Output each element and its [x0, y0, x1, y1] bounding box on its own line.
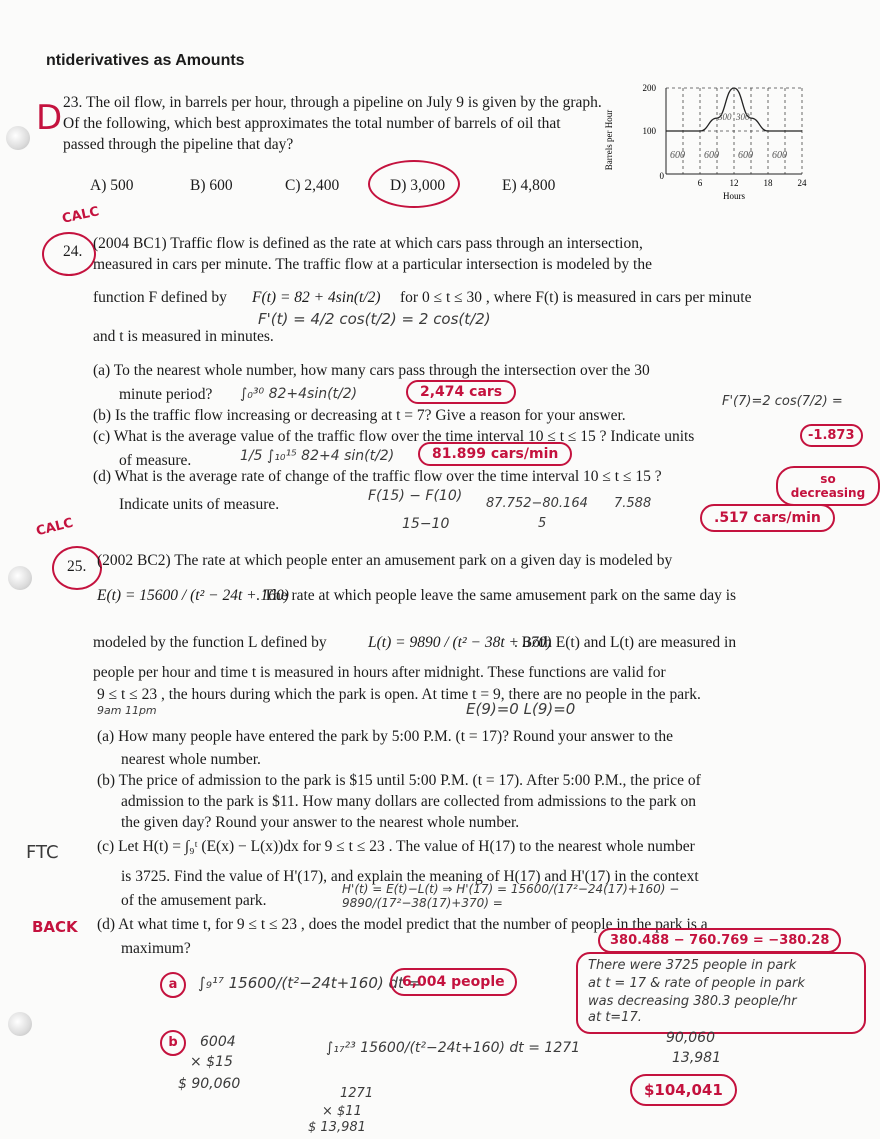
q24-func-pre: function F defined by [93, 289, 227, 306]
q24-part-b: (b) Is the traffic flow increasing or decreasing at t = 7? Give a reason for your answer. [93, 407, 626, 424]
graph-hand-note: 600 [670, 150, 685, 161]
q25-b-label: b [160, 1030, 186, 1056]
graph-ytick: 0 [659, 171, 664, 181]
q25-part-b-line2: admission to the park is $11. How many dollars are collected from admissions to the park on [121, 793, 696, 810]
page-title: ntiderivatives as Amounts [46, 52, 245, 69]
q25-c-explain-line: There were 3725 people in park [588, 958, 797, 973]
q24-d-work-diff: 87.752−80.164 [486, 496, 588, 511]
q25-hours-note: 9am 11pm [97, 704, 157, 717]
q25-b-mult-line: × $11 [322, 1104, 362, 1119]
q24-line2: measured in cars per minute. The traffic flow at a particular intersection is modeled by the [93, 256, 652, 273]
q25-line4: people per hour and time t is measured in hours after midnight. These functions are valid for [93, 664, 666, 681]
q25-number: 25. [67, 558, 87, 575]
q24-d-work-num: F(15) − F(10) [368, 488, 463, 504]
q25-b-integral: ∫₁₇²³ 15600/(t²−24t+160) dt = 1271 [326, 1040, 581, 1056]
q23-choice-b: B) 600 [190, 177, 233, 194]
q25-b-sum-line: 90,060 [666, 1030, 715, 1046]
q25-a-work: ∫₉¹⁷ 15600/(t²−24t+160) dt = [198, 974, 422, 992]
q24-part-a-line2: minute period? [119, 386, 213, 403]
q25-E-post: . The rate at which people leave the same amusement park on the same day is [256, 587, 737, 604]
binder-hole [8, 566, 32, 590]
q25-part-a-line1: (a) How many people have entered the park by 5:00 P.M. (t = 17)? Round your answer to the [97, 728, 674, 745]
q24-part-a-line1: (a) To the nearest whole number, how many cars pass through the intersection over the 30 [93, 362, 650, 379]
q25-a-answer: 6,004 people [390, 968, 517, 996]
q23-answer-circle [368, 160, 460, 208]
graph-ytick: 200 [642, 83, 656, 93]
graph-xtick: 24 [797, 178, 807, 188]
back-note: BACK [32, 918, 78, 936]
q24-d-answer: .517 cars/min [700, 504, 835, 532]
graph-hand-note: 600 [738, 150, 753, 161]
graph-ytick: 100 [642, 126, 656, 136]
q25-calc-mark: CALC [34, 515, 75, 540]
q25-line5: 9 ≤ t ≤ 23 , the hours during which the park is open. At time t = 9, there are no people in the park. [97, 686, 701, 703]
q25-part-c-line2: is 3725. Find the value of H'(17), and explain the meaning of H(17) and H'(17) in the context [121, 868, 699, 885]
q24-d-work-den: 15−10 [402, 516, 450, 532]
q25-part-b-line3: the given day? Round your answer to the nearest whole number. [121, 814, 520, 831]
graph-hand-note: 600 [704, 150, 719, 161]
q24-b-answer: -1.873 [800, 424, 863, 447]
q24-line1: (2004 BC1) Traffic flow is defined as the rate at which cars pass through an intersection, [93, 235, 643, 252]
q25-line1: (2002 BC2) The rate at which people enter an amusement park on a given day is modeled by [97, 552, 673, 569]
q25-part-c-line3: of the amusement park. [121, 892, 267, 909]
q25-b-answer: $104,041 [630, 1074, 737, 1106]
q25-part-d-line1: (d) At what time t, for 9 ≤ t ≤ 23 , does the model predict that the number of people in the park is a [97, 916, 708, 933]
q25-part-c-line1: (c) Let H(t) = ∫₉ᵗ (E(x) − L(x))dx for 9 ≤ t ≤ 23 . The value of H(17) to the nearest whole number [97, 838, 695, 855]
q24-func-formula: F(t) = 82 + 4sin(t/2) [252, 289, 381, 306]
q25-part-a-line2: nearest whole number. [121, 751, 261, 768]
q25-c-explanation-box [576, 952, 866, 1034]
q23-choice-d: D) 3,000 [390, 177, 446, 194]
q24-d-work-five: 5 [538, 516, 547, 531]
q24-a-answer: 2,474 cars [406, 380, 516, 404]
graph-xlabel: Hours [723, 191, 745, 201]
q24-calc-mark: CALC [60, 204, 101, 227]
binder-hole [8, 1012, 32, 1036]
q24-func-post: for 0 ≤ t ≤ 30 , where F(t) is measured in cars per minute [400, 289, 752, 306]
q25-ftc-note: FTC [26, 842, 59, 863]
q23-text: 23. The oil flow, in barrels per hour, through a pipeline on July 9 is given by the graph. Of the following, which best approximates the total number of barrels of oil that passed through the pipeline that day? [63, 94, 602, 153]
q25-c-work: H'(t) = E(t)−L(t) ⇒ H'(17) = 15600/(17²−24(17)+160) − 9890/(17²−38(17)+370) = [342, 882, 680, 910]
graph-hand-note: 600 [772, 150, 787, 161]
q24-b-work: F'(7)=2 cos(7/2) = [722, 394, 843, 409]
q24-number: 24. [63, 243, 83, 260]
q25-b-mult-line: 1271 [340, 1086, 374, 1101]
graph-hand-note: 300 [718, 112, 732, 122]
q25-part-d-line2: maximum? [121, 940, 191, 957]
q25-b-mult-line: $ 90,060 [178, 1076, 241, 1092]
q23-choice-c: C) 2,400 [285, 177, 340, 194]
q25-L-pre: modeled by the function L defined by [93, 634, 327, 651]
q24-d-work-result: 7.588 [614, 496, 652, 511]
q25-b-mult-line: $ 13,981 [308, 1120, 366, 1135]
q23-choice-e: E) 4,800 [502, 177, 556, 194]
q25-c-explain-line: was decreasing 380.3 people/hr [588, 994, 797, 1009]
q25-initial-conditions: E(9)=0 L(9)=0 [466, 700, 576, 718]
q25-c-explain-line: at t=17. [588, 1010, 642, 1025]
q24-derivative-work: F'(t) = 4/2 cos(t/2) = 2 cos(t/2) [258, 310, 491, 328]
q25-L-post: . Both E(t) and L(t) are measured in [514, 634, 737, 651]
q25-c-answer: 380.488 − 760.769 = −380.28 [598, 928, 841, 953]
q25-a-label: a [160, 972, 186, 998]
q24-part-c-line1: (c) What is the average value of the traffic flow over the time interval 10 ≤ t ≤ 15 ? Indicate units [93, 428, 695, 445]
q25-part-b-line1: (b) The price of admission to the park is $15 until 5:00 P.M. (t = 17). After 5:00 P.M., the price of [97, 772, 701, 789]
q25-b-sum-line: 13,981 [672, 1050, 721, 1066]
q25-E-formula: E(t) = 15600 / (t² − 24t + 160) [97, 587, 289, 604]
graph-xtick: 12 [729, 178, 739, 188]
q23-answer-mark: D [36, 98, 63, 138]
q25-b-mult-line: × $15 [190, 1054, 233, 1070]
oil-flow-graph [600, 78, 820, 204]
q25-L-formula: L(t) = 9890 / (t² − 38t + 370) [368, 634, 552, 651]
q24-part-c-line2: of measure. [119, 452, 192, 469]
q24-part-d-line2: Indicate units of measure. [119, 496, 280, 513]
q24-b-conclusion: so decreasing [776, 466, 880, 506]
graph-hand-note: 300 [736, 112, 750, 122]
q24-line4: and t is measured in minutes. [93, 328, 274, 345]
graph-xtick: 18 [763, 178, 773, 188]
q24-a-work: ∫₀³⁰ 82+4sin(t/2) [240, 386, 358, 402]
q24-part-d-line1: (d) What is the average rate of change of the traffic flow over the time interval 10 ≤ t ≤ 15 ? [93, 468, 662, 485]
q25-c-explain-line: at t = 17 & rate of people in park [588, 976, 805, 991]
graph-ylabel: Barrels per Hour [604, 109, 614, 171]
q25-b-mult-line: 6004 [200, 1034, 236, 1050]
binder-hole [6, 126, 30, 150]
q24-c-answer: 81.899 cars/min [418, 442, 572, 466]
q23-choice-a: A) 500 [90, 177, 134, 194]
q24-c-work: 1/5 ∫₁₀¹⁵ 82+4 sin(t/2) [240, 448, 395, 464]
graph-xtick: 6 [697, 178, 703, 188]
